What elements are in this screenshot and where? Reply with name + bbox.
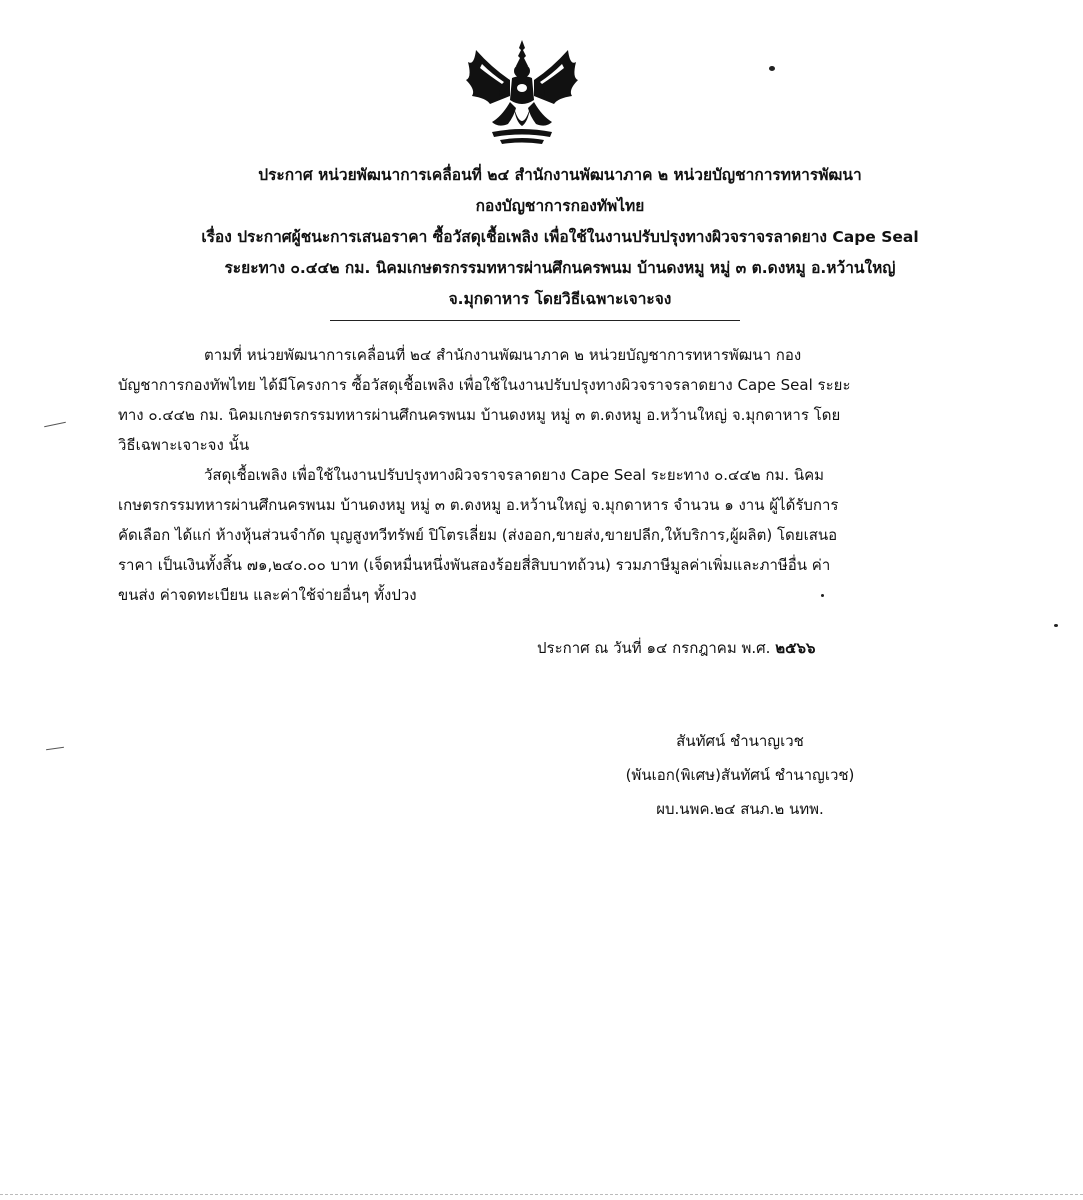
heading-line-issuer: ประกาศ หน่วยพัฒนาการเคลื่อนที่ ๒๔ สำนักงานพัฒนาภาค ๒ หน่วยบัญชาการทหารพัฒนา [258, 166, 862, 184]
scan-speck [769, 66, 775, 71]
scan-mark [46, 747, 64, 750]
signature-block [560, 724, 920, 826]
body-para2-line: เกษตรกรรมทหารผ่านศึกนครพนม บ้านดงหมู หมู่ ๓ ต.ดงหมู อ.หว้านใหญ่ จ.มุกดาหาร จำนวน ๑ งาน ผู้ได้รับการ [118, 496, 839, 514]
announcement-heading [120, 160, 1000, 315]
heading-line-subject: เรื่อง ประกาศผู้ชนะการเสนอราคา ซื้อวัสดุเชื้อเพลิง เพื่อใช้ในงานปรับปรุงทางผิวจราจรลาดยาง Cape Seal [201, 228, 919, 246]
heading-line-location: ระยะทาง ๐.๔๔๒ กม. นิคมเกษตรกรรมทหารผ่านศึกนครพนม บ้านดงหมู หมู่ ๓ ต.ดงหมู อ.หว้านใหญ่ [224, 259, 896, 277]
signature-position: ผบ.นพค.๒๔ สนภ.๒ นทพ. [656, 800, 824, 818]
heading-line-command: กองบัญชาการกองทัพไทย [475, 197, 645, 215]
body-para2-line: ขนส่ง ค่าจดทะเบียน และค่าใช้จ่ายอื่นๆ ทั้งปวง [118, 586, 417, 604]
scan-edge [0, 1194, 1083, 1195]
announcement-date [537, 633, 816, 663]
body-para1-line: ทาง ๐.๔๔๒ กม. นิคมเกษตรกรรมทหารผ่านศึกนครพนม บ้านดงหมู หมู่ ๓ ต.ดงหมู อ.หว้านใหญ่ จ.มุกดาหาร โดย [118, 406, 841, 424]
signature-name: สันทัศน์ ชำนาญเวช [676, 732, 804, 750]
body-para2-line: วัสดุเชื้อเพลิง เพื่อใช้ในงานปรับปรุงทางผิวจราจรลาดยาง Cape Seal ระยะทาง ๐.๔๔๒ กม. นิคม [204, 466, 825, 484]
body-para1-line: วิธีเฉพาะเจาะจง นั้น [118, 436, 250, 454]
body-para1-line: บัญชาการกองทัพไทย ได้มีโครงการ ซื้อวัสดุเชื้อเพลิง เพื่อใช้ในงานปรับปรุงทางผิวจราจรลาดยาง Cape Seal ระยะ [118, 376, 851, 394]
body-para1-line: ตามที่ หน่วยพัฒนาการเคลื่อนที่ ๒๔ สำนักงานพัฒนาภาค ๒ หน่วยบัญชาการทหารพัฒนา กอง [204, 346, 802, 364]
announcement-body [118, 340, 940, 610]
scan-mark [44, 422, 66, 428]
scan-speck [1054, 624, 1058, 627]
date-year: ๒๕๖๖ [775, 639, 816, 657]
garuda-emblem-icon [462, 38, 582, 150]
date-day-month: ๑๔ กรกฎาคม พ.ศ. [646, 639, 776, 657]
body-para2-line: คัดเลือก ได้แก่ ห้างหุ้นส่วนจำกัด บุญสูงทวีทรัพย์ ปิโตรเลี่ยม (ส่งออก,ขายส่ง,ขายปลีก,ให้บริการ,ผู้ผลิต) โดยเสนอ [118, 526, 838, 544]
body-para2-line: ราคา เป็นเงินทั้งสิ้น ๗๑,๒๔๐.๐๐ บาท (เจ็ดหมื่นหนึ่งพันสองร้อยสี่สิบบาทถ้วน) รวมภาษีมูลค่าเพิ่มและภาษีอื่น ค่า [118, 556, 831, 574]
scan-speck [821, 594, 824, 597]
date-prefix: ประกาศ ณ วันที่ [537, 639, 647, 657]
signature-full-name: (พันเอก(พิเศษ)สันทัศน์ ชำนาญเวช) [625, 766, 855, 784]
heading-divider [330, 320, 740, 321]
heading-line-method: จ.มุกดาหาร โดยวิธีเฉพาะเจาะจง [448, 290, 672, 308]
